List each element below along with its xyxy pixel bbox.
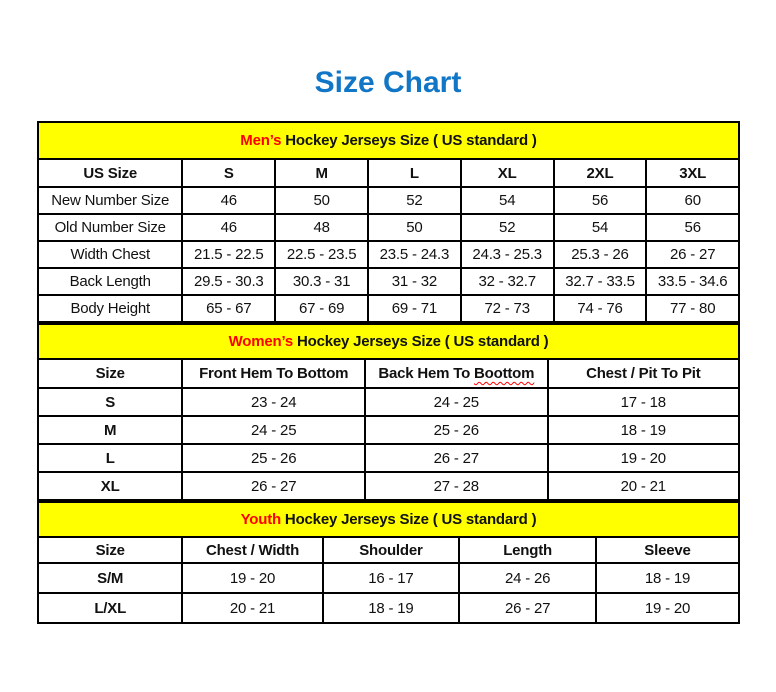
womens-header-cell: Size: [38, 359, 182, 388]
mens-header-cell: L: [368, 159, 461, 187]
youth-value-cell: 20 - 21: [182, 593, 322, 623]
mens-value-cell: 54: [461, 187, 554, 214]
womens-row: [38, 416, 739, 444]
womens-value-cell: 24 - 25: [365, 388, 548, 416]
mens-row-label: New Number Size: [38, 187, 182, 214]
youth-header-cell: Sleeve: [596, 537, 739, 563]
youth-row-label: L/XL: [38, 593, 182, 623]
mens-value-cell: 29.5 - 30.3: [182, 268, 275, 295]
page-title: Size Chart: [314, 66, 462, 99]
mens-header-cell: S: [182, 159, 275, 187]
mens-value-cell: 48: [275, 214, 368, 241]
womens-value-cell: 26 - 27: [182, 472, 365, 500]
mens-value-cell: 46: [182, 187, 275, 214]
womens-value-cell: 17 - 18: [548, 388, 739, 416]
mens-row: [38, 295, 739, 322]
womens-row-label: L: [38, 444, 182, 472]
mens-value-cell: 67 - 69: [275, 295, 368, 322]
mens-value-cell: 33.5 - 34.6: [646, 268, 739, 295]
mens-value-cell: 72 - 73: [461, 295, 554, 322]
mens-value-cell: 32.7 - 33.5: [554, 268, 647, 295]
womens-value-cell: 26 - 27: [365, 444, 548, 472]
womens-header-cell: Back Hem To Boottom: [365, 359, 548, 388]
mens-value-cell: 26 - 27: [646, 241, 739, 268]
mens-value-cell: 65 - 67: [182, 295, 275, 322]
womens-value-cell: 25 - 26: [365, 416, 548, 444]
mens-header-cell: 3XL: [646, 159, 739, 187]
mens-band-accent: Men’s: [240, 132, 282, 149]
womens-value-cell: 20 - 21: [548, 472, 739, 500]
womens-row: [38, 444, 739, 472]
misspelled-word: Boottom: [474, 365, 535, 382]
mens-row-label: Back Length: [38, 268, 182, 295]
mens-row-label: Width Chest: [38, 241, 182, 268]
mens-row: [38, 187, 739, 214]
mens-value-cell: 52: [461, 214, 554, 241]
youth-row: [38, 563, 739, 593]
mens-size-table: [37, 121, 740, 323]
youth-header-cell: Length: [459, 537, 596, 563]
youth-header-cell: Shoulder: [323, 537, 460, 563]
mens-row-label: Old Number Size: [38, 214, 182, 241]
mens-value-cell: 23.5 - 24.3: [368, 241, 461, 268]
womens-header-cell: Chest / Pit To Pit: [548, 359, 739, 388]
womens-value-cell: 25 - 26: [182, 444, 365, 472]
womens-value-cell: 19 - 20: [548, 444, 739, 472]
womens-value-cell: 23 - 24: [182, 388, 365, 416]
mens-row-label: Body Height: [38, 295, 182, 322]
youth-band-title: Youth Hockey Jerseys Size ( US standard ): [38, 502, 739, 537]
mens-value-cell: 32 - 32.7: [461, 268, 554, 295]
tables-stack: [37, 121, 740, 624]
youth-row: [38, 593, 739, 623]
youth-value-cell: 18 - 19: [323, 593, 460, 623]
womens-row: [38, 388, 739, 416]
mens-header-cell: XL: [461, 159, 554, 187]
mens-value-cell: 50: [275, 187, 368, 214]
mens-value-cell: 21.5 - 22.5: [182, 241, 275, 268]
mens-value-cell: 60: [646, 187, 739, 214]
youth-row-label: S/M: [38, 563, 182, 593]
mens-band-title: Men’s Hockey Jerseys Size ( US standard ): [38, 122, 739, 159]
mens-value-cell: 56: [646, 214, 739, 241]
womens-band-title: Women’s Hockey Jerseys Size ( US standard ): [38, 324, 739, 359]
mens-row: [38, 268, 739, 295]
womens-band-accent: Women’s: [228, 333, 294, 350]
mens-row: [38, 241, 739, 268]
youth-size-table: [37, 501, 740, 624]
womens-value-cell: 27 - 28: [365, 472, 548, 500]
mens-header-cell: US Size: [38, 159, 182, 187]
mens-row: [38, 214, 739, 241]
mens-value-cell: 24.3 - 25.3: [461, 241, 554, 268]
mens-header-cell: M: [275, 159, 368, 187]
youth-value-cell: 18 - 19: [596, 563, 739, 593]
womens-row: [38, 472, 739, 500]
womens-row-label: M: [38, 416, 182, 444]
youth-value-cell: 19 - 20: [596, 593, 739, 623]
youth-value-cell: 19 - 20: [182, 563, 322, 593]
mens-value-cell: 50: [368, 214, 461, 241]
womens-header-cell: Front Hem To Bottom: [182, 359, 365, 388]
mens-value-cell: 74 - 76: [554, 295, 647, 322]
womens-size-table: [37, 323, 740, 501]
mens-value-cell: 69 - 71: [368, 295, 461, 322]
womens-value-cell: 18 - 19: [548, 416, 739, 444]
mens-value-cell: 31 - 32: [368, 268, 461, 295]
mens-value-cell: 54: [554, 214, 647, 241]
mens-value-cell: 52: [368, 187, 461, 214]
youth-value-cell: 16 - 17: [323, 563, 460, 593]
mens-value-cell: 56: [554, 187, 647, 214]
youth-value-cell: 26 - 27: [459, 593, 596, 623]
womens-row-label: XL: [38, 472, 182, 500]
youth-header-cell: Size: [38, 537, 182, 563]
mens-value-cell: 30.3 - 31: [275, 268, 368, 295]
youth-band-accent: Youth: [240, 511, 281, 528]
mens-header-cell: 2XL: [554, 159, 647, 187]
womens-value-cell: 24 - 25: [182, 416, 365, 444]
mens-value-cell: 46: [182, 214, 275, 241]
mens-value-cell: 25.3 - 26: [554, 241, 647, 268]
mens-value-cell: 77 - 80: [646, 295, 739, 322]
youth-header-cell: Chest / Width: [182, 537, 322, 563]
womens-row-label: S: [38, 388, 182, 416]
youth-value-cell: 24 - 26: [459, 563, 596, 593]
mens-value-cell: 22.5 - 23.5: [275, 241, 368, 268]
